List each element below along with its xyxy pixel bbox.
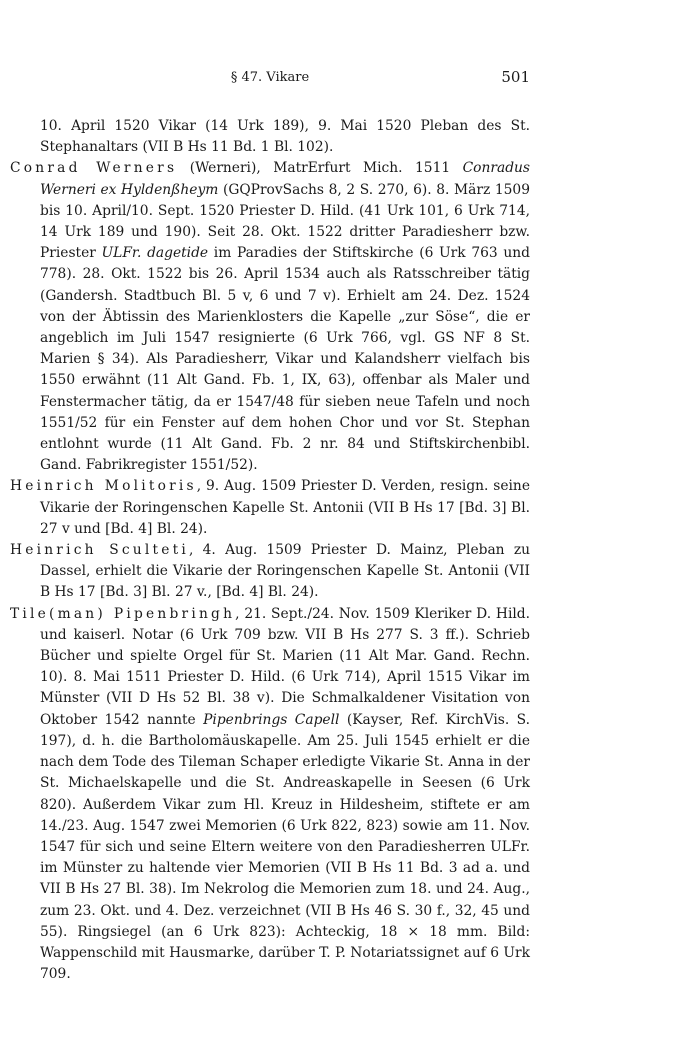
entry-text: , 21. Sept./24. Nov. 1509 Kleriker D. Hild. und kaiserl. Notar (6 Urk 709 bzw. VII B Hs 277 S. 3 ff.). Schrieb Bücher und spielte Orgel für St. Marien (11 Alt Mar. Gand. Rechn. 10). 8. Mai 1511 Priester D. Hild. (6 Urk 714), April 1515 Vikar im Münster (VII D Hs 52 Bl. 38 v). Die Schmalkaldener Visitation von Oktober 1542 nannte (40, 605, 530, 728)
entry-italic-text: ULFr. dagetide (101, 245, 209, 262)
body-text (10, 116, 530, 985)
entry-text: (GQProvSachs 8, 2 S. 270, 6). 8. März 1509 bis 10. April/10. Sept. 1520 Priester D. Hild. (41 Urk 101, 6 Urk 714, 14 Urk 189 und 190). Seit 28. Okt. 1522 dritter Paradiesherr bzw. Priester (40, 181, 530, 262)
entry-name: Heinrich Molitoris (10, 478, 197, 495)
page-number: 501 (501, 68, 530, 86)
entry-tileman-pipenbringh (10, 604, 530, 986)
entry-heinrich-molitoris (10, 476, 530, 540)
running-head (10, 68, 530, 90)
entry-name: Conrad Werners (10, 160, 178, 177)
running-title: § 47. Vikare (230, 70, 310, 85)
continuation-paragraph: 10. April 1520 Vikar (14 Urk 189), 9. Mai 1520 Pleban des St. Stephanaltars (VII B Hs 11 Bd. 1 Bl. 102). (40, 118, 530, 156)
entry-text: im Paradies der Stiftskirche (6 Urk 763 und 778). 28. Okt. 1522 bis 26. April 1534 auch als Ratsschreiber tätig (Gandersh. Stadtbuch Bl. 5 v, 6 und 7 v). Erhielt am 24. Dez. 1524 von der Äbtissin des Marienklosters die Kapelle „zur Söse“, die er angeblich im Juli 1547 resignierte (6 Urk 766, vgl. GS NF 8 St. Marien § 34). Als Paradiesherr, Vikar und Kalandsherr vielfach bis 1550 erwähnt (11 Alt Gand. Fb. 1, IX, 63), offenbar als Maler und Fenstermacher tätig, da er 1547/48 für sieben neue Tafeln und noch 1551/52 für ein Fenster auf dem hohen Chor und vor St. Stephan entlohnt wurde (11 Alt Gand. Fb. 2 nr. 84 und Stiftskirchenbibl. Gand. Fabrikregister 1551/52). (40, 245, 530, 474)
entry-italic-text: Conradus Werneri ex Hyldenßheym (40, 160, 530, 198)
entry-text: (Werneri), MatrErfurt Mich. 1511 (177, 160, 463, 177)
entry-conrad-werners (10, 158, 530, 476)
entry-text: , 4. Aug. 1509 Priester D. Mainz, Pleban zu Dassel, erhielt die Vikarie der Roringenschen Kapelle St. Antonii (VII B Hs 17 [Bd. 3] Bl. 27 v., [Bd. 4] Bl. 24). (40, 542, 531, 601)
entry-text: , 9. Aug. 1509 Priester D. Verden, resign. seine Vikarie der Roringenschen Kapelle St. Antonii (VII B Hs 17 [Bd. 3] Bl. 27 v und [Bd. 4] Bl. 24). (40, 478, 530, 537)
entry-name: Heinrich Sculteti (10, 542, 189, 559)
entry-italic-text: Pipenbrings Capell (203, 711, 340, 728)
entry-name: Tile(man) Pipenbringh (10, 605, 236, 622)
entry-text: (Kayser, Ref. KirchVis. S. 197), d. h. die Bartholomäuskapelle. Am 25. Juli 1545 erhielt er die nach dem Tode des Tileman Schaper erledigte Vikarie St. Anna in der St. Michaelskapelle und die St. Andreaskapelle in Seesen (6 Urk 820). Außerdem Vikar zum Hl. Kreuz in Hildesheim, stiftete er am 14./23. Aug. 1547 zwei Memorien (6 Urk 822, 823) sowie am 11. Nov. 1547 für sich und seine Eltern weitere von den Paradiesherren ULFr. im Münster zu haltende vier Memorien (VII B Hs 11 Bd. 3 ad a. und VII B Hs 27 Bl. 38). Im Nekrolog die Memorien zum 18. und 24. Aug., zum 23. Okt. und 4. Dez. verzeichnet (VII B Hs 46 S. 30 f., 32, 45 und 55). Ringsiegel (an 6 Urk 823): Achteckig, 18 × 18 mm. Bild: Wappenschild mit Hausmarke, darüber T. P. Notariatssignet auf 6 Urk 709. (40, 711, 530, 983)
entry-heinrich-sculteti (10, 540, 530, 604)
